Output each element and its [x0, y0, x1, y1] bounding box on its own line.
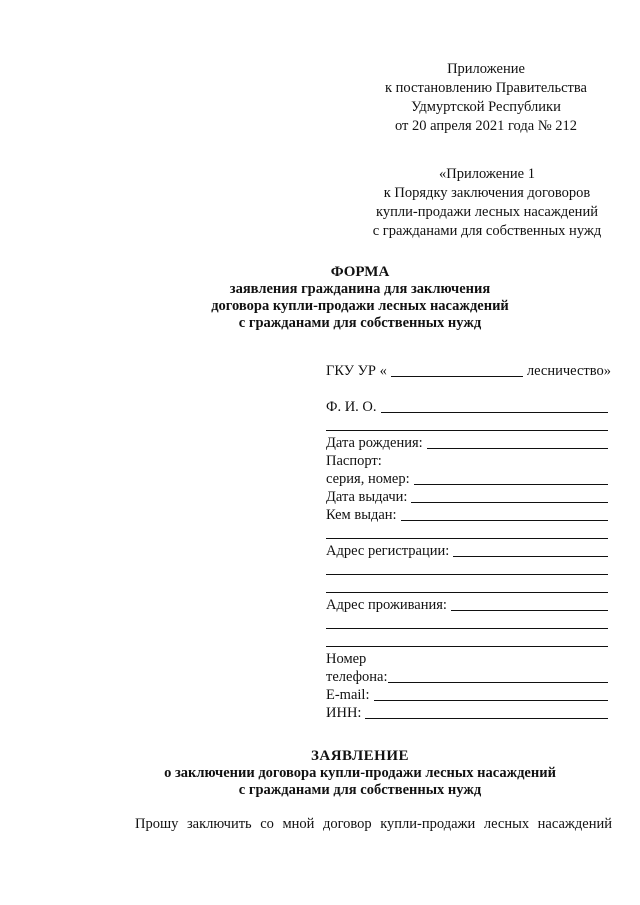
- issued-by-input-line[interactable]: [401, 508, 608, 521]
- issued-by-field[interactable]: [326, 506, 608, 524]
- phone-field[interactable]: [326, 668, 608, 686]
- phone-label-line-1: Номер: [326, 651, 367, 667]
- phone-heading: [326, 650, 608, 668]
- form-title: [120, 264, 600, 332]
- birth-date-label: Дата рождения:: [326, 435, 423, 451]
- reg-address-label: Адрес регистрации:: [326, 543, 450, 559]
- email-label: E-mail:: [326, 687, 370, 703]
- gku-suffix-label: лесничество»: [526, 363, 611, 379]
- phone-label-line-2: телефона:: [326, 669, 388, 685]
- fio-extra-line[interactable]: [326, 416, 608, 434]
- fio-input-line[interactable]: [381, 400, 608, 413]
- live-address-input-line[interactable]: [451, 598, 608, 611]
- statement-title-line-1: о заключении договора купли-продажи лесных насаждений: [164, 765, 556, 781]
- passport-label: Паспорт:: [326, 453, 382, 469]
- birth-date-field[interactable]: [326, 434, 608, 452]
- form-title-line-3: с гражданами для собственных нужд: [238, 315, 482, 331]
- reg-address-extra-line-1[interactable]: [326, 560, 608, 578]
- email-input-line[interactable]: [374, 688, 609, 701]
- inn-label: ИНН:: [326, 705, 362, 721]
- statement-title-line-2: с гражданами для собственных нужд: [238, 782, 482, 798]
- fio-field[interactable]: [326, 398, 608, 416]
- appendix-line-4: от 20 апреля 2021 года № 212: [394, 118, 578, 134]
- inn-field[interactable]: [326, 704, 608, 722]
- email-field[interactable]: [326, 686, 608, 704]
- statement-title-main: ЗАЯВЛЕНИЕ: [310, 748, 410, 764]
- issue-date-field[interactable]: [326, 488, 608, 506]
- live-address-field[interactable]: [326, 596, 608, 614]
- issue-date-label: Дата выдачи:: [326, 489, 408, 505]
- form-title-line-2: договора купли-продажи лесных насаждений: [211, 298, 509, 314]
- live-address-extra-line-2[interactable]: [326, 632, 608, 650]
- form-title-main: ФОРМА: [330, 264, 390, 280]
- reg-address-extra-line-2[interactable]: [326, 578, 608, 596]
- live-address-extra-line-1[interactable]: [326, 614, 608, 632]
- gku-input-line[interactable]: [391, 364, 523, 377]
- passport-heading: [326, 452, 608, 470]
- appendix-inner-line-4: с гражданами для собственных нужд: [372, 223, 602, 239]
- form-title-line-1: заявления гражданина для заключения: [229, 281, 491, 297]
- appendix-inner-line-3: купли-продажи лесных насаждений: [376, 204, 598, 220]
- statement-title: [120, 748, 600, 799]
- appendix-inner-header: [352, 165, 622, 241]
- reg-address-input-line[interactable]: [453, 544, 608, 557]
- issued-by-extra-line[interactable]: [326, 524, 608, 542]
- appendix-inner-line-2: к Порядку заключения договоров: [383, 185, 591, 201]
- birth-date-input-line[interactable]: [427, 436, 608, 449]
- applicant-form: [326, 362, 611, 722]
- inn-input-line[interactable]: [365, 706, 608, 719]
- series-number-input-line[interactable]: [414, 472, 608, 485]
- appendix-inner-line-1: «Приложение 1: [439, 166, 535, 182]
- reg-address-field[interactable]: [326, 542, 608, 560]
- series-number-label: серия, номер:: [326, 471, 410, 487]
- appendix-header: [370, 60, 602, 136]
- appendix-line-3: Удмуртской Республики: [411, 99, 561, 115]
- issued-by-label: Кем выдан:: [326, 507, 397, 523]
- live-address-label: Адрес проживания:: [326, 597, 447, 613]
- issue-date-input-line[interactable]: [411, 490, 608, 503]
- body-paragraph: Прошу заключить со мной договор купли-продажи лесных насаждений: [135, 816, 612, 832]
- appendix-line-1: Приложение: [447, 61, 525, 77]
- gku-prefix-label: ГКУ УР «: [326, 363, 387, 379]
- fio-label: Ф. И. О.: [326, 399, 377, 415]
- series-number-field[interactable]: [326, 470, 608, 488]
- phone-input-line[interactable]: [388, 670, 609, 683]
- gku-field[interactable]: [326, 362, 611, 380]
- appendix-line-2: к постановлению Правительства: [385, 80, 587, 96]
